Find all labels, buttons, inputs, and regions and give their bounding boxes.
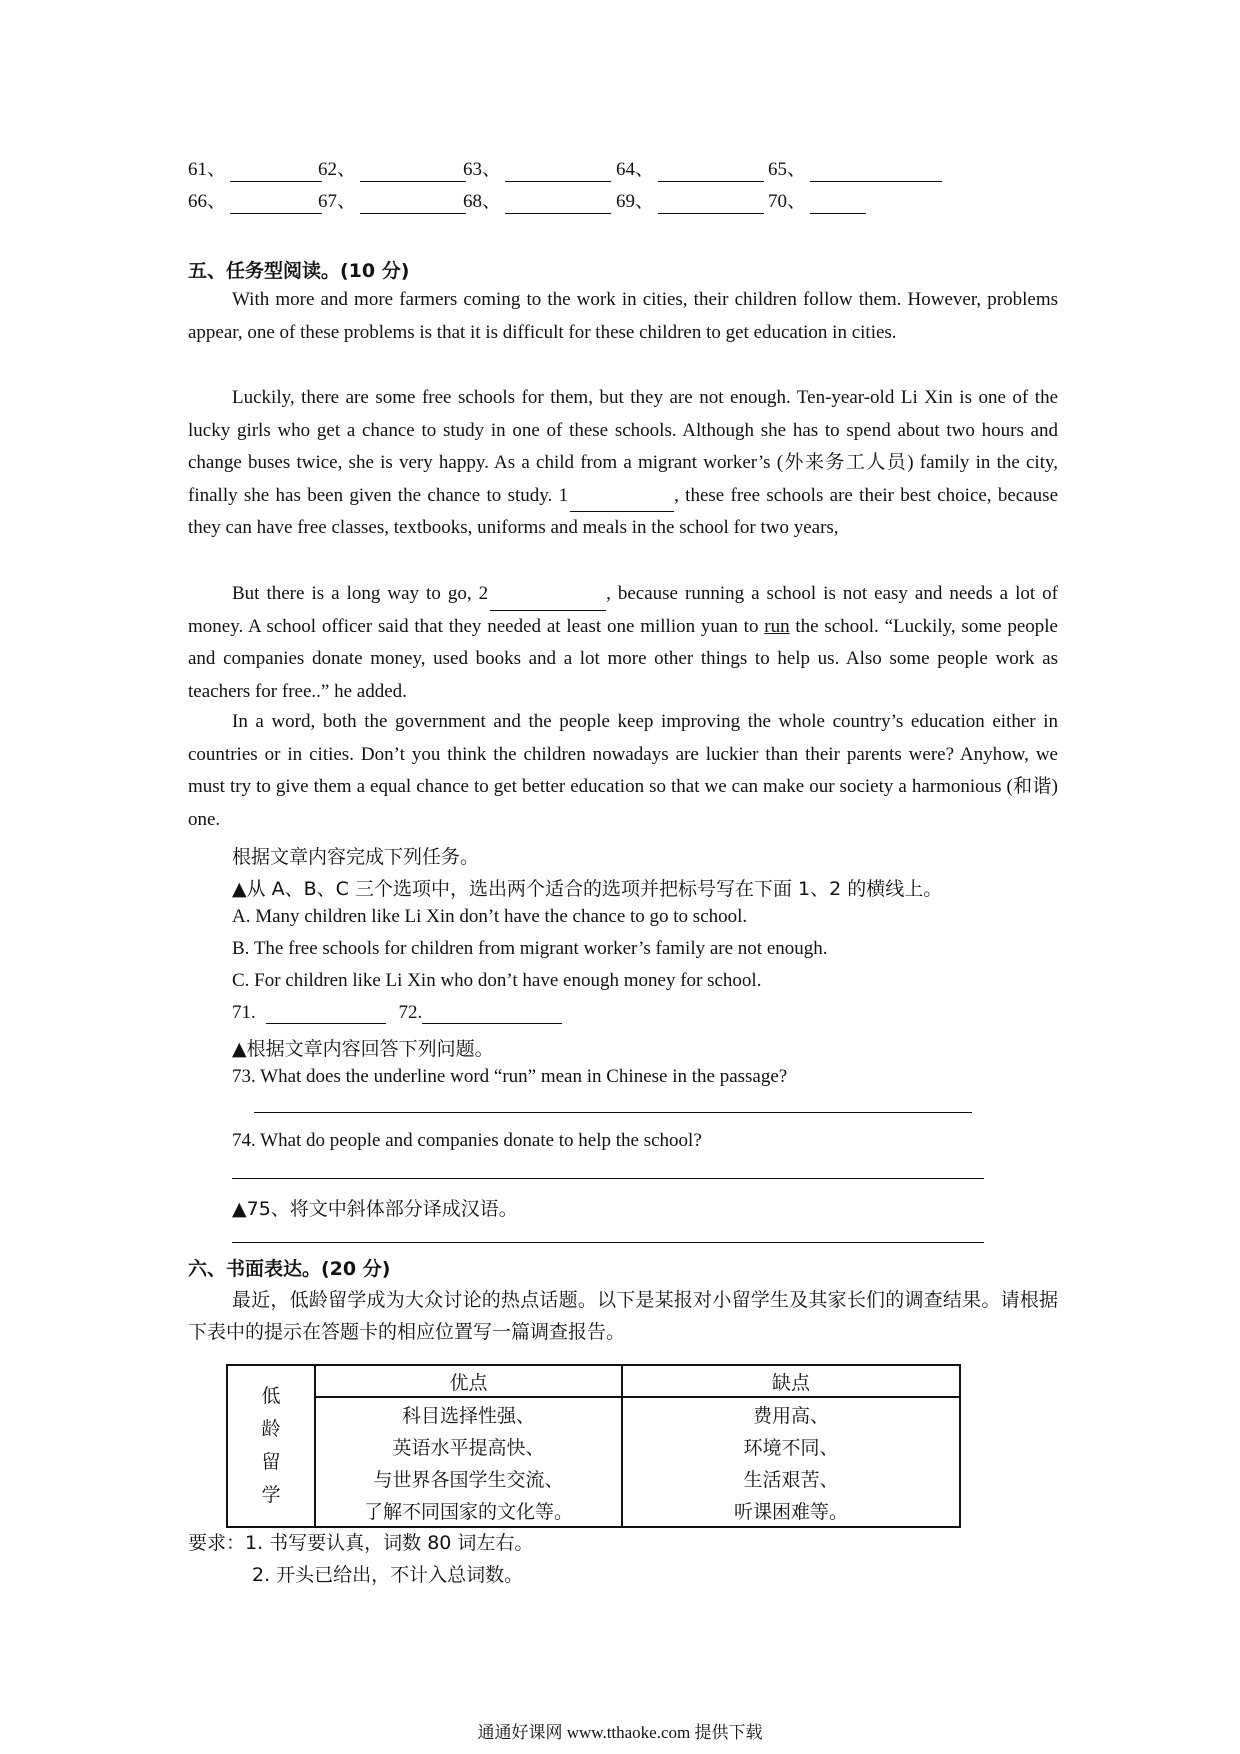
paragraph-1: With more and more farmers coming to the work in cities, their children follow them. However, problems appear, one of these problems is that it is difficult for these children to get education in cities. [188,289,1058,343]
option-a: A. Many children like Li Xin don’t have the chance to go to school. [232,906,748,927]
passage-blank-1[interactable] [570,491,674,512]
answer-blank-61[interactable]: 61、 [188,158,322,182]
option-b: B. The free schools for children from migrant worker’s family are not enough. [232,938,828,959]
answer-blank-68[interactable]: 68、 [463,190,611,214]
underlined-word-run: run [764,615,790,637]
answer-blank-69[interactable]: 69、 [616,190,764,214]
paragraph-2: Luckily, there are some free schools for them, but they are not enough. Ten-year-old Li Xin is one of the lucky girls who get a chance to study in one of these schools. Although she has to spend about two hours and change buses twice, she is very happy. As a child from a migrant worker’s (外来务工人员) family in the city, finally she has been given the chance to study. 1 , these free schools are their best choice, because they can have free classes, textbooks, uniforms and meals in the school for two years, [188,387,1058,538]
answer-71-72 [232,1002,562,1024]
col-header-disadvantages: 缺点 [622,1365,960,1397]
requirement-1: 要求：1. 书写要认真，词数 80 词左右。 [188,1532,534,1554]
passage-blank-2[interactable] [490,590,606,611]
paragraph-4: In a word, both the government and the people keep improving the whole country’s education either in countries or in cities. Don’t you think the children nowadays are luckier than their parents were? Anyhow, we must try to give them a equal chance to get better education so that we can make our society a harmonious (和谐) one. [188,711,1058,830]
advantage-cell: 英语水平提高快、 [315,1430,622,1462]
advantage-cell: 了解不同国家的文化等。 [315,1494,622,1527]
option-c: C. For children like Li Xin who don’t have enough money for school. [232,970,762,991]
answer-blank-66[interactable]: 66、 [188,190,322,214]
section5-title: 五、任务型阅读。(10 分) [188,260,410,282]
section6-title: 六、书面表达。(20 分) [188,1258,391,1280]
answer-blank-67[interactable]: 67、 [318,190,466,214]
advantage-cell: 与世界各国学生交流、 [315,1462,622,1494]
answer-line-74[interactable] [232,1178,984,1179]
answer-line-73[interactable] [254,1112,972,1113]
question-73: 73. What does the underline word “run” mean in Chinese in the passage? [232,1066,788,1087]
disadvantage-cell: 听课困难等。 [622,1494,960,1527]
survey-table [226,1364,961,1528]
answer-blank-65[interactable]: 65、 [768,158,942,182]
disadvantage-cell: 费用高、 [622,1397,960,1430]
footer: 通通好课网 www.tthaoke.com 提供下载 [477,1723,763,1742]
section6-intro: 最近，低龄留学成为大众讨论的热点话题。以下是某报对小留学生及其家长们的调查结果。请根据下表中的提示在答题卡的相应位置写一篇调查报告。 [188,1289,1058,1343]
advantage-cell: 科目选择性强、 [315,1397,622,1430]
paragraph-3: But there is a long way to go, 2 , because running a school is not easy and needs a lot of money. A school officer said that they needed at least one million yuan to run the school. “Luckily, some people and companies donate money, used books and a lot more other things to help us. Also some people work as teachers for free..” he added. [188,583,1058,702]
answer-line-75[interactable] [232,1242,984,1243]
answer-blank-70[interactable]: 70、 [768,190,866,214]
task2-instruction: ▲根据文章内容回答下列问题。 [232,1038,494,1060]
task-intro: 根据文章内容完成下列任务。 [232,846,480,868]
answer-blank-64[interactable]: 64、 [616,158,764,182]
question-74: 74. What do people and companies donate to help the school? [232,1130,702,1151]
answer-blank-62[interactable]: 62、 [318,158,466,182]
requirement-2: 2. 开头已给出，不计入总词数。 [252,1564,524,1586]
answer-71[interactable]: 71. [232,1002,386,1023]
col-header-advantages: 优点 [315,1365,622,1397]
answer-72[interactable]: 72. [399,1002,563,1023]
answer-blank-63[interactable]: 63、 [463,158,611,182]
question-75: ▲75、将文中斜体部分译成汉语。 [232,1198,518,1220]
disadvantage-cell: 生活艰苦、 [622,1462,960,1494]
task1-instruction: ▲从 A、B、C 三个选项中，选出两个适合的选项并把标号写在下面 1、2 的横线上。 [232,878,943,900]
disadvantage-cell: 环境不同、 [622,1430,960,1462]
row-header: 低 龄 留 学 [227,1365,315,1527]
